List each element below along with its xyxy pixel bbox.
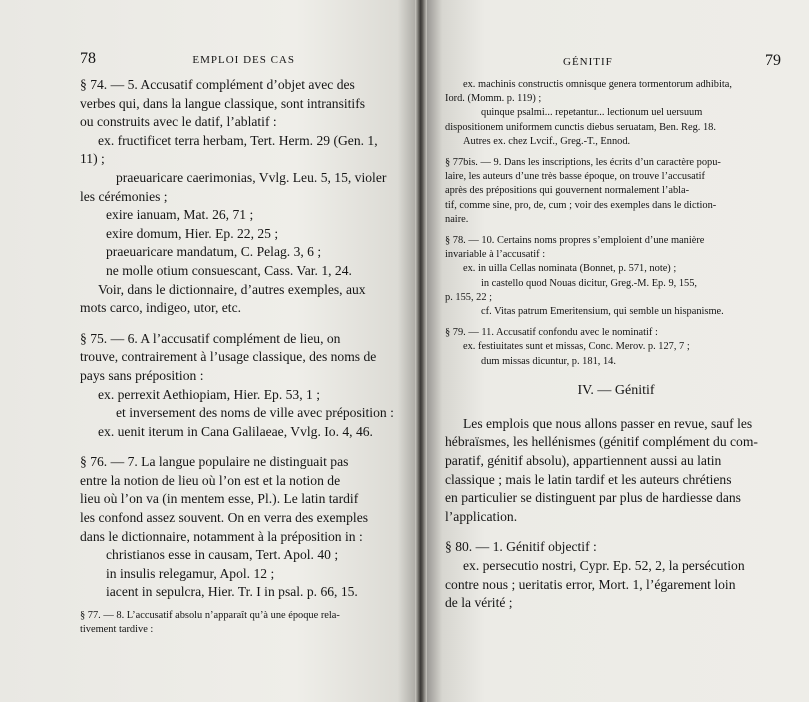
text-line: tif, comme sine, pro, de, cum ; voir des exemples dans le diction- <box>445 199 717 211</box>
text-line: verbes qui, dans la langue classique, sont intransitifs <box>80 95 366 111</box>
text-line: invariable à l’accusatif : <box>445 249 546 261</box>
right-page <box>423 0 809 702</box>
text-line: § 77bis. — 9. Dans les inscriptions, les écrits d’un caractère popu- <box>445 157 721 169</box>
text-line: praeuaricare caerimonias, Vvlg. Leu. 5, 15, violer <box>116 169 387 185</box>
line-spacer <box>445 319 787 326</box>
text-line: ex. machinis constructis omnisque genera tormentorum adhibita, <box>463 79 732 90</box>
text-line: paratif, génitif absolu), appartiennent aussi au latin <box>445 453 722 469</box>
line-spacer <box>445 149 787 156</box>
text-line: ex. fructificet terra herbam, Tert. Herm. 29 (Gen. 1, <box>98 132 378 148</box>
text-line: mots carco, indigeo, utor, etc. <box>80 300 242 316</box>
text-line: entre la notion de lieu où l’on est et la notion de <box>80 472 341 488</box>
text-line: ex. persecutio nostri, Cypr. Ep. 52, 2, la persécution <box>463 558 745 574</box>
left-page-body <box>80 76 413 637</box>
text-line: classique ; mais le latin tardif et les auteurs chrétiens <box>445 471 732 487</box>
line-spacer <box>80 602 413 609</box>
text-line: § 75. — 6. A l’accusatif complément de lieu, on <box>80 330 341 346</box>
running-title: GÉNITIF <box>563 56 613 68</box>
text-line: in insulis relegamur, Apol. 12 ; <box>106 565 275 581</box>
text-line: 11) ; <box>80 151 105 167</box>
text-line: Voir, dans le dictionnaire, d’autres exemples, aux <box>98 281 366 297</box>
text-line: § 80. — 1. Génitif objectif : <box>445 539 597 555</box>
text-line: ex. perrexit Aethiopiam, Hier. Ep. 53, 1 ; <box>98 386 320 402</box>
text-line: iacent in sepulcra, Hier. Tr. I in psal. p. 66, 15. <box>106 584 358 600</box>
right-running-head <box>445 52 787 78</box>
text-line: christianos esse in causam, Tert. Apol. 40 ; <box>106 547 339 563</box>
text-line: après des prépositions qui gouvernent normalement l’abla- <box>445 185 690 197</box>
text-line: tivement tardive : <box>80 624 154 636</box>
text-line: laire, les auteurs d’une très basse époque, on trouve l’accusatif <box>445 171 705 183</box>
line-spacer <box>80 318 413 330</box>
text-line: § 74. — 5. Accusatif complément d’objet avec des <box>80 77 355 92</box>
text-line: contre nous ; ueritatis error, Mort. 1, l’égarement loin <box>445 576 736 592</box>
left-running-head <box>80 50 413 76</box>
text-line: trouve, contrairement à l’usage classique, des noms de <box>80 349 377 365</box>
text-line: dans le dictionnaire, notamment à la préposition in : <box>80 528 363 544</box>
text-line: § 78. — 10. Certains noms propres s’emploient d’une manière <box>445 235 705 247</box>
right-page-body <box>445 78 787 369</box>
text-line: § 77. — 8. L’accusatif absolu n’apparaît qu’à une époque rela- <box>80 610 340 622</box>
text-line: l’application. <box>445 508 518 524</box>
page-number: 78 <box>80 50 96 67</box>
text-line: exire ianuam, Mat. 26, 71 ; <box>106 207 254 223</box>
line-spacer <box>445 227 787 234</box>
text-line: Autres ex. chez Lvcif., Greg.-T., Ennod. <box>463 135 631 147</box>
text-line: les confond assez souvent. On en verra des exemples <box>80 510 369 526</box>
text-line: ou construits avec le datif, l’ablatif : <box>80 114 277 130</box>
text-line: Iord. (Momm. p. 119) ; <box>445 93 542 105</box>
text-line: § 76. — 7. La langue populaire ne distinguait pas <box>80 454 349 470</box>
text-line: en particulier se distinguent par plus de hardiesse dans <box>445 490 741 506</box>
section-heading: IV. — Génitif <box>577 382 655 398</box>
text-line: dum missas dicuntur, p. 181, 14. <box>481 355 616 367</box>
text-line: exire domum, Hier. Ep. 22, 25 ; <box>106 225 279 241</box>
text-line: lieu où l’on va (in mentem esse, Pl.). Le latin tardif <box>80 491 359 507</box>
text-line: in castello quod Nouas dicitur, Greg.-M. Ep. 9, 155, <box>481 277 698 289</box>
text-line: ex. in uilla Cellas nominata (Bonnet, p. 571, note) ; <box>463 263 677 275</box>
right-page-body-continued <box>445 415 787 613</box>
running-title: EMPLOI DES CAS <box>192 54 295 66</box>
text-line: de la vérité ; <box>445 595 513 611</box>
text-line: naire. <box>445 213 469 225</box>
text-line: et inversement des noms de ville avec préposition : <box>116 405 394 421</box>
text-line: p. 155, 22 ; <box>445 291 493 303</box>
text-line: hébraïsmes, les hellénismes (génitif complément du com- <box>445 434 758 450</box>
text-line: cf. Vitas patrum Emeritensium, qui semble un hispanisme. <box>481 306 724 318</box>
book-gutter <box>415 0 427 702</box>
text-line: ne molle otium consuescant, Cass. Var. 1, 24. <box>106 262 352 278</box>
text-line: les cérémonies ; <box>80 188 168 204</box>
page-number: 79 <box>765 52 781 69</box>
text-line: Les emplois que nous allons passer en revue, sauf les <box>463 415 753 431</box>
text-line: pays sans préposition : <box>80 367 204 383</box>
line-spacer <box>445 526 787 538</box>
text-line: ex. uenit iterum in Cana Galilaeae, Vvlg. Io. 4, 46. <box>98 423 373 439</box>
text-line: dispositionem uniformem cunctis diebus seruatam, Ben. Reg. 18. <box>445 121 716 133</box>
text-line: praeuaricare mandatum, C. Pelag. 3, 6 ; <box>106 244 322 260</box>
text-line: § 79. — 11. Accusatif confondu avec le nominatif : <box>445 327 658 339</box>
line-spacer <box>80 441 413 453</box>
text-line: ex. festiuitates sunt et missas, Conc. Merov. p. 127, 7 ; <box>463 341 690 353</box>
text-line: quinque psalmi... repetantur... lectionum uel uersuum <box>481 107 703 119</box>
